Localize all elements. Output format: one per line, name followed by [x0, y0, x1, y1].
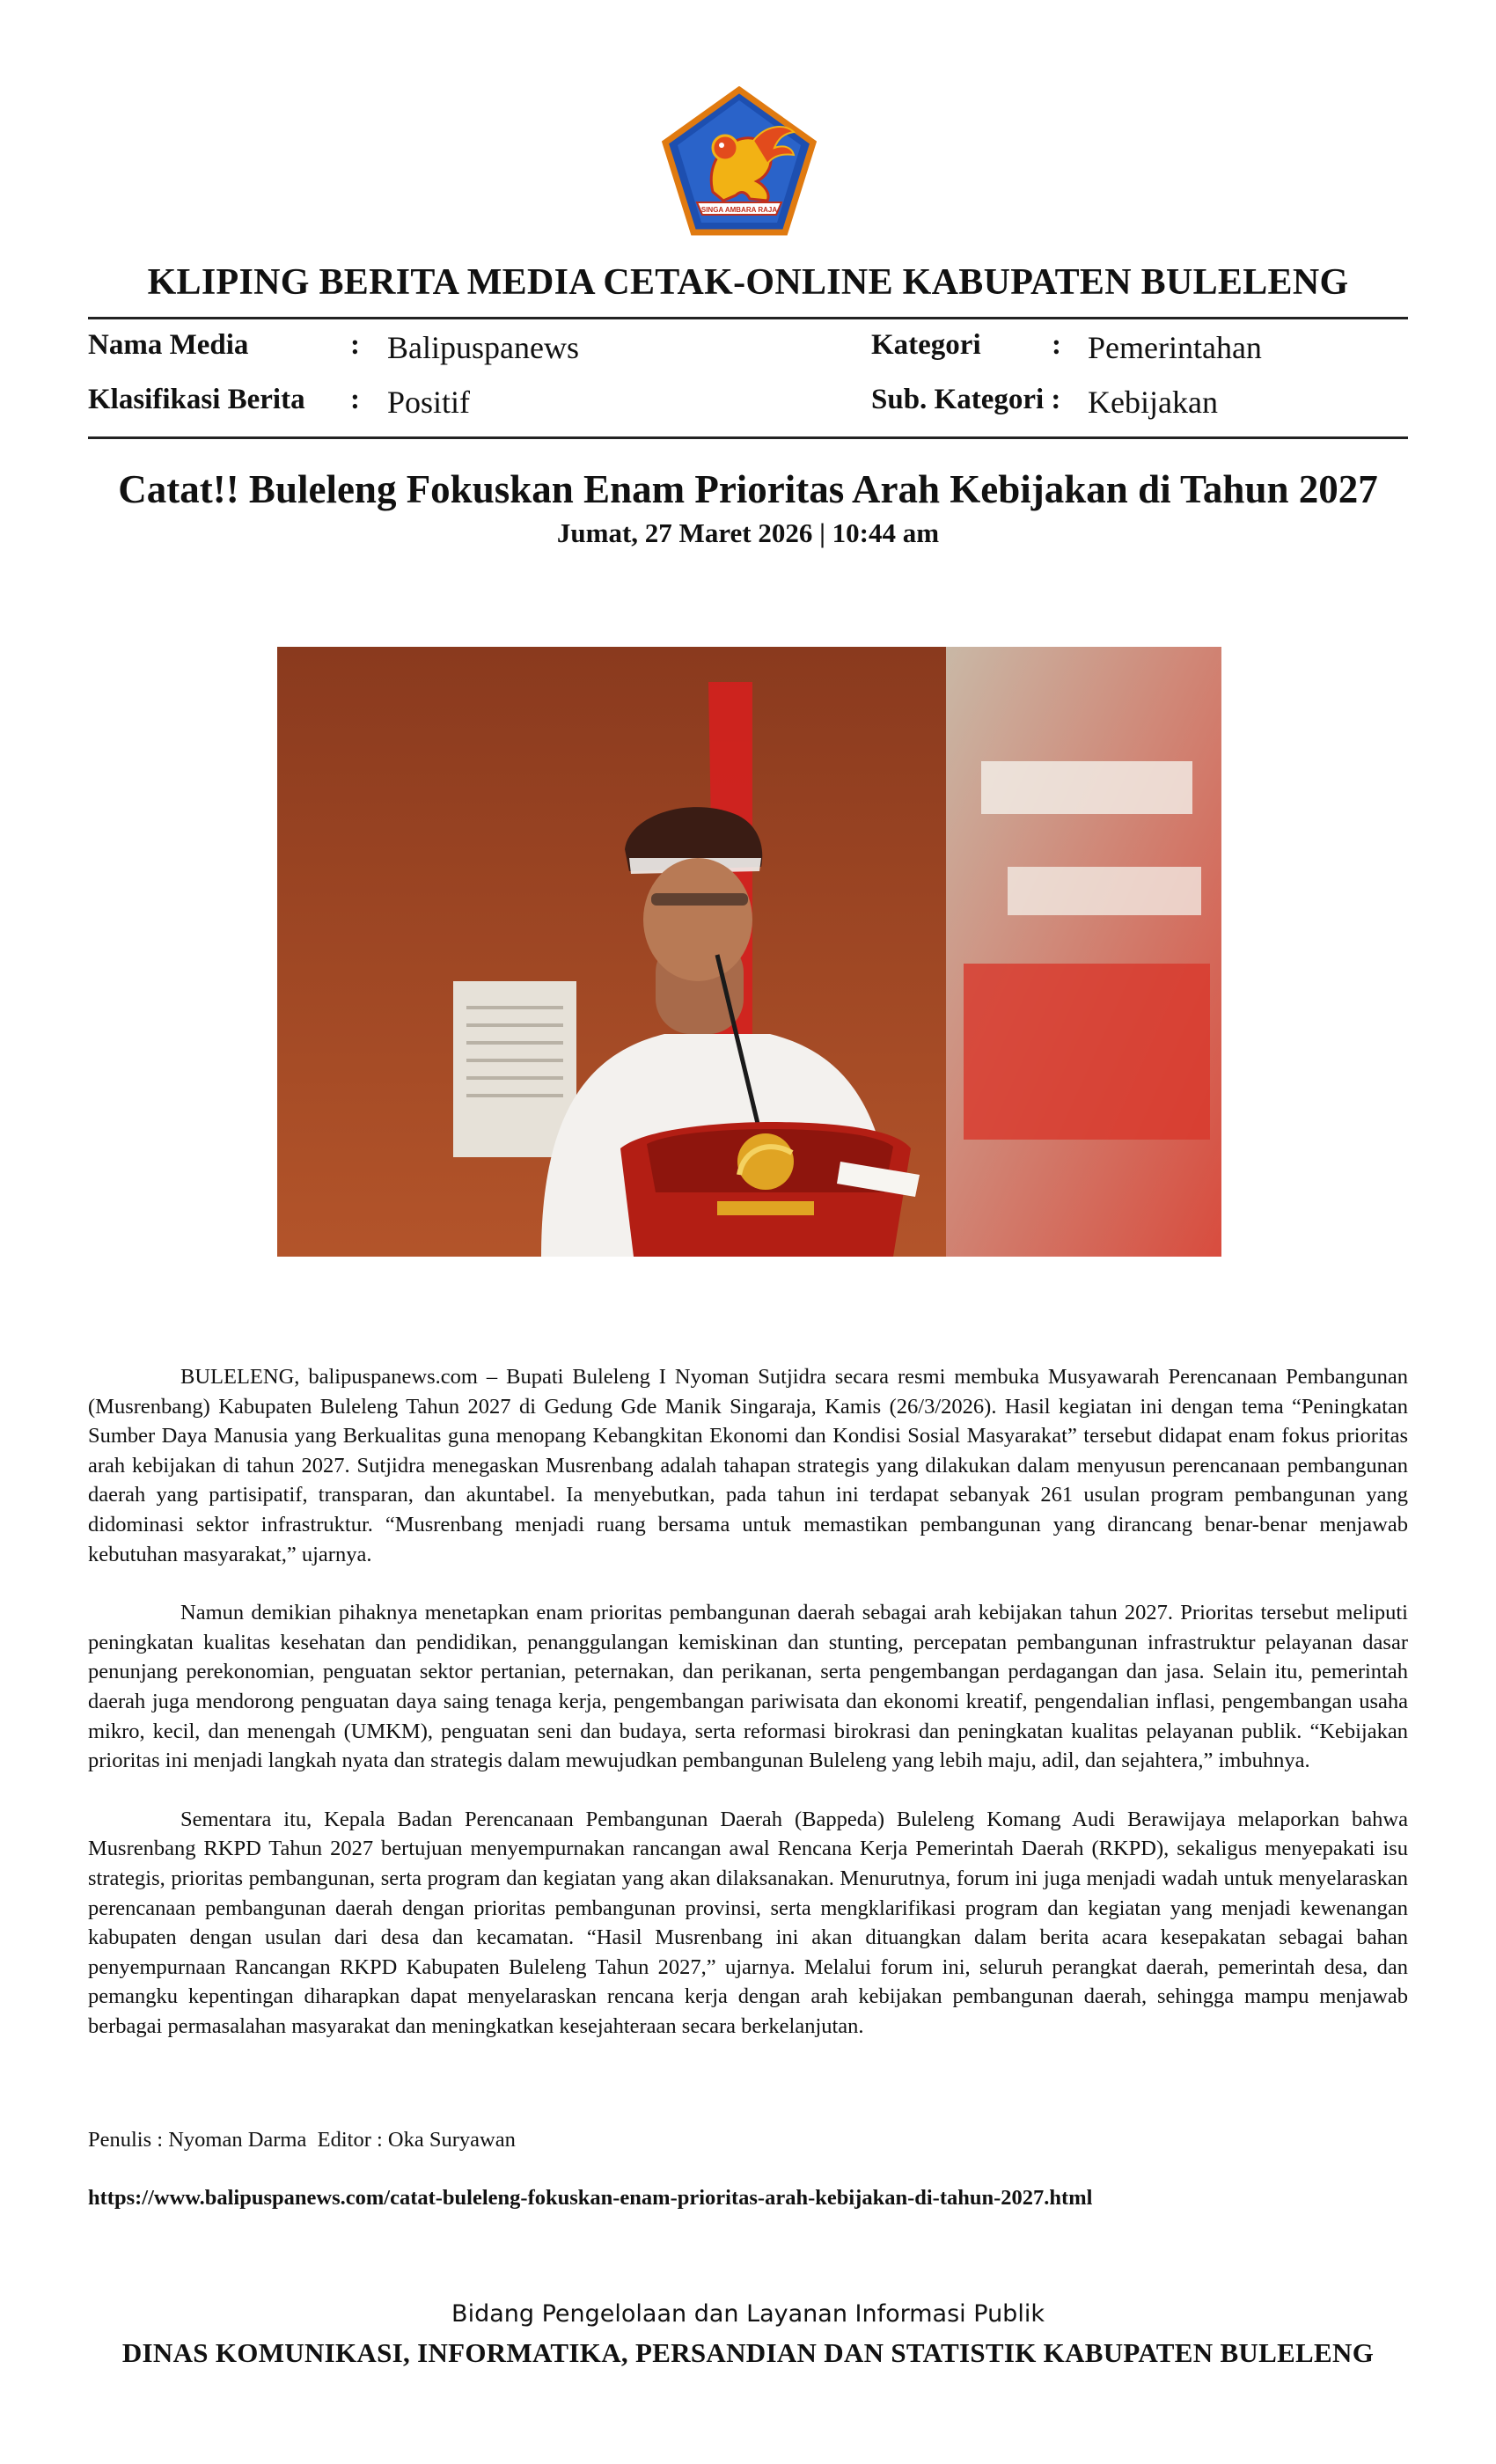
article-headline: Catat!! Buleleng Fokuskan Enam Prioritas Arah Kebijakan di Tahun 2027 — [118, 467, 1378, 511]
subcategory-value: Kebijakan — [1088, 385, 1218, 420]
source-link[interactable]: https://www.balipuspanews.com/catat-buleleng-fokuskan-enam-prioritas-arah-kebijakan-di-tahun-2027.html — [88, 2186, 1093, 2210]
article-paragraph: Namun demikian pihaknya menetapkan enam prioritas pembangunan daerah sebagai arah kebijakan tahun 2027. Prioritas tersebut meliputi peningkatan kualitas kesehatan dan pendidikan, penanggulangan kemiskinan dan stunting, percepatan pembangunan infrastruktur pelayanan dasar penunjang perekonomian, penguatan sektor pertanian, peternakan, dan perikanan, serta pengembangan perdagangan dan jasa. Selain itu, pemerintah daerah juga mendorong penguatan daya saing tenaga kerja, pengembangan pariwisata dan ekonomi kreatif, pengendalian inflasi, pengembangan usaha mikro, kecil, dan menengah (UMKM), penguatan seni dan budaya, serta reformasi birokrasi dan peningkatan kualitas pelayanan publik. “Kebijakan prioritas ini menjadi langkah nyata dan strategis dalam mewujudkan pembangunan Buleleng yang lebih maju, adil, dan sejahtera,” imbuhnya. — [88, 1601, 1408, 1773]
article-paragraph: Sementara itu, Kepala Badan Perencanaan Pembangunan Daerah (Bappeda) Buleleng Komang Audi Berawijaya melaporkan bahwa Musrenbang RKPD Tahun 2027 bertujuan menyempurnakan rancangan awal Rencana Kerja Pemerintah Daerah (RKPD), sekaligus menyepakati isu strategis, prioritas pembangunan, serta program dan kegiatan yang akan dilaksanakan. Menurutnya, forum ini juga menjadi wadah untuk menyelaraskan perencanaan pembangunan daerah dengan prioritas pembangunan provinsi, serta mengklarifikasi program dan kegiatan yang menjadi kewenangan kabupaten dengan usulan dari desa dan kecamatan. “Hasil Musrenbang ini akan dituangkan dalam berita acara kesepakatan sebagai bahan penyempurnaan Rancangan RKPD Kabupaten Buleleng Tahun 2027,” ujarnya. Melalui forum ini, seluruh perangkat daerah, pemerintah desa, dan pemangku kepentingan diharapkan dapat menyelaraskan rencana kerja dengan arah kebijakan pembangunan daerah, sehingga mampu menjawab berbagai permasalahan masyarakat dan meningkatkan kesejahteraan secara berkelanjutan. — [88, 1807, 1408, 2038]
footer-agency: DINAS KOMUNIKASI, INFORMATIKA, PERSANDIAN DAN STATISTIK KABUPATEN BULELENG — [121, 2337, 1375, 2368]
classification-label: Klasifikasi Berita — [88, 384, 305, 415]
header-divider-top — [88, 317, 1408, 319]
article-credits: Penulis : Nyoman Darma Editor : Oka Suryawan — [88, 2128, 516, 2152]
media-name-label: Nama Media — [88, 329, 249, 361]
article-photo — [277, 647, 1221, 1257]
footer-division: Bidang Pengelolaan dan Layanan Informasi Publik — [451, 2300, 1045, 2328]
classification-value: Positif — [387, 385, 471, 420]
subcategory-label: Sub. Kategori : — [871, 384, 1061, 415]
media-name-colon: : — [350, 329, 360, 361]
article-paragraph: BULELENG, balipuspanews.com – Bupati Buleleng I Nyoman Sutjidra secara resmi membuka Musyawarah Perencanaan Pembangunan (Musrenbang) Kabupaten Buleleng Tahun 2027 di Gedung Gde Manik Singaraja, Kamis (26/3/2026). Hasil kegiatan ini dengan tema “Peningkatan Sumber Daya Manusia yang Berkualitas guna menopang Kebangkitan Ekonomi dan Kondisi Sosial Masyarakat” tersebut didapat enam fokus prioritas arah kebijakan di tahun 2027. Sutjidra menegaskan Musrenbang adalah tahapan strategis yang dilakukan dalam menyusun perencanaan pembangunan daerah yang partisipatif, transparan, dan akuntabel. Ia menyebutkan, pada tahun ini terdapat sebanyak 261 usulan program pembangunan yang didominasi sektor infrastruktur. “Musrenbang menjadi ruang bersama untuk memastikan pembangunan yang dirancang benar-benar menjawab kebutuhan masyarakat,” ujarnya. — [88, 1365, 1408, 1566]
document-title: KLIPING BERITA MEDIA CETAK-ONLINE KABUPATEN BULELENG — [147, 262, 1349, 303]
regency-emblem-icon — [662, 86, 817, 236]
article-body — [88, 1362, 1408, 2070]
header-divider-bottom — [88, 436, 1408, 439]
classification-colon: : — [350, 384, 360, 415]
emblem-motto: SINGA AMBARA RAJA — [700, 206, 778, 214]
category-colon: : — [1052, 329, 1061, 361]
media-name-value: Balipuspanews — [387, 330, 579, 365]
category-value: Pemerintahan — [1088, 330, 1262, 365]
category-label: Kategori — [871, 329, 981, 361]
article-dateline: Jumat, 27 Maret 2026 | 10:44 am — [556, 517, 940, 548]
